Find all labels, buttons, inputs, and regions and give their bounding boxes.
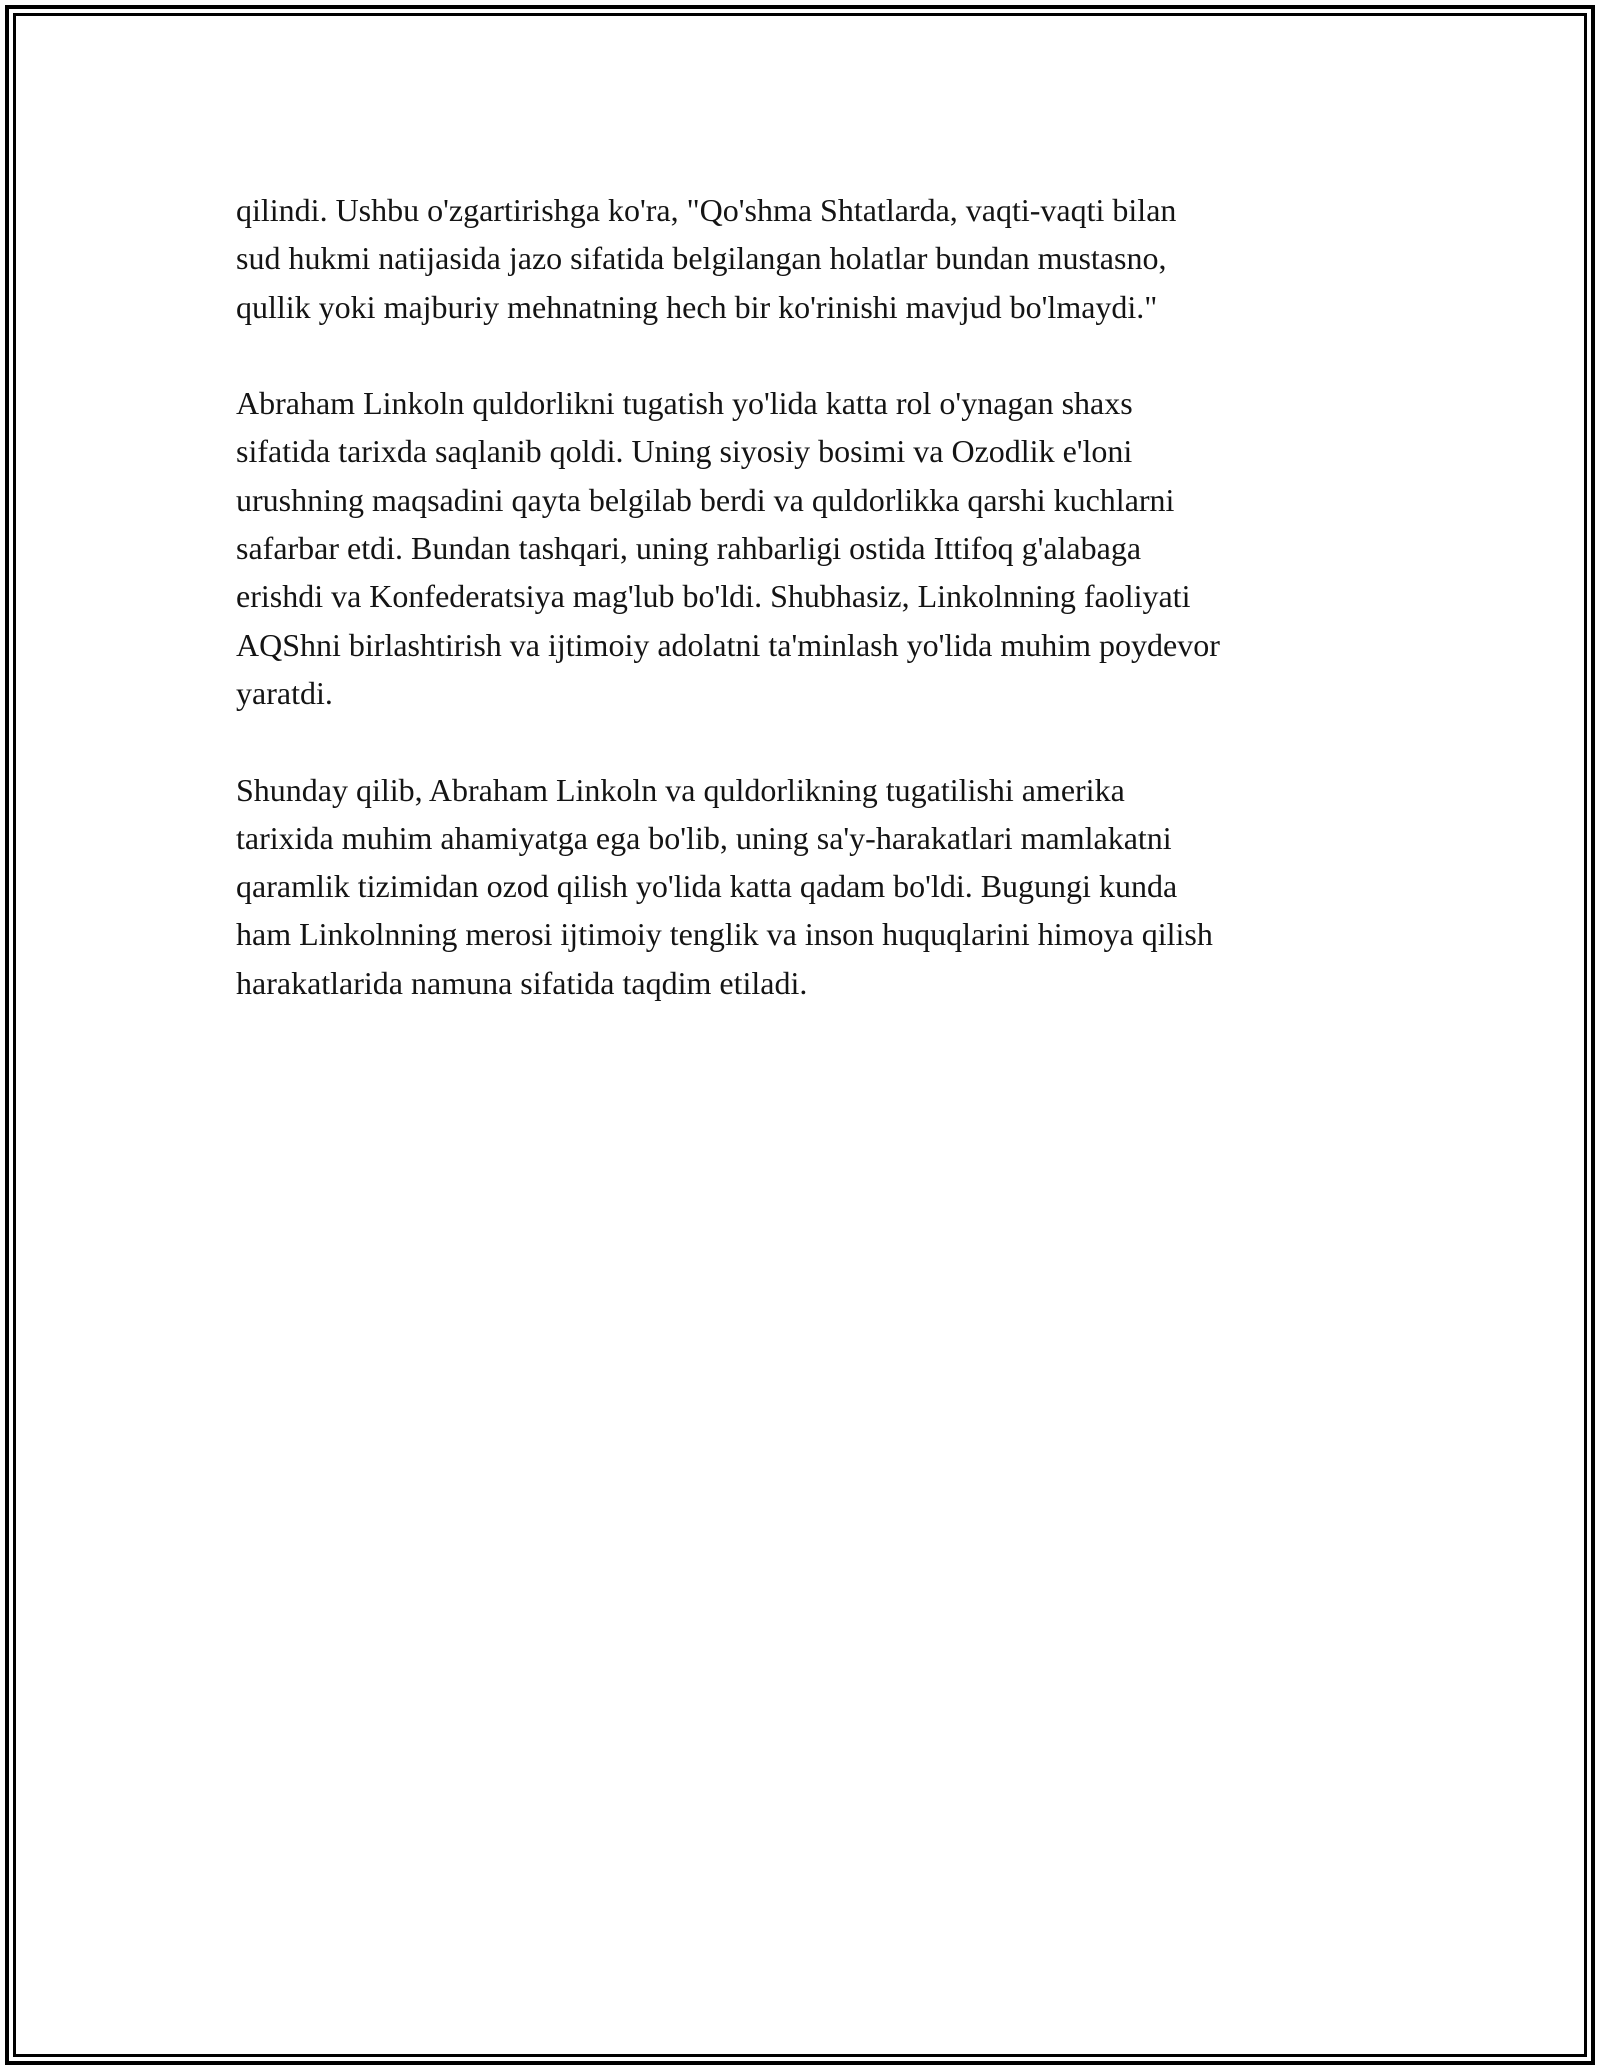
- paragraph: [236, 766, 1386, 1007]
- text-line: sifatida tarixda saqlanib qoldi. Uning siyosiy bosimi va Ozodlik e'loni: [236, 433, 1133, 470]
- document-body: [236, 186, 1386, 1055]
- paragraph: [236, 379, 1386, 717]
- text-line: erishdi va Konfederatsiya mag'lub bo'ldi. Shubhasiz, Linkolnning faoliyati: [236, 578, 1191, 615]
- text-line: Abraham Linkoln quldorlikni tugatish yo'lida katta rol o'ynagan shaxs: [236, 385, 1133, 422]
- text-line: Shunday qilib, Abraham Linkoln va quldorlikning tugatilishi amerika: [236, 771, 1125, 808]
- text-line: AQShni birlashtirish va ijtimoiy adolatni ta'minlash yo'lida muhim poydevor: [236, 626, 1220, 663]
- text-line: harakatlarida namuna sifatida taqdim etiladi.: [236, 964, 808, 1001]
- text-line: sud hukmi natijasida jazo sifatida belgilangan holatlar bundan mustasno,: [236, 240, 1167, 277]
- text-line: urushning maqsadini qayta belgilab berdi va quldorlikka qarshi kuchlarni: [236, 481, 1175, 518]
- text-line: yaratdi.: [236, 674, 333, 711]
- text-line: qaramlik tizimidan ozod qilish yo'lida katta qadam bo'ldi. Bugungi kunda: [236, 868, 1178, 905]
- text-line: ham Linkolnning merosi ijtimoiy tenglik va inson huquqlarini himoya qilish: [236, 916, 1213, 953]
- text-line: qullik yoki majburiy mehnatning hech bir ko'rinishi mavjud bo'lmaydi.": [236, 288, 1158, 325]
- paragraph: [236, 186, 1386, 331]
- text-line: tarixida muhim ahamiyatga ega bo'lib, uning sa'y-harakatlari mamlakatni: [236, 819, 1172, 856]
- text-line: qilindi. Ushbu o'zgartirishga ko'ra, "Qo'shma Shtatlarda, vaqti-vaqti bilan: [236, 192, 1177, 228]
- text-line: safarbar etdi. Bundan tashqari, uning rahbarligi ostida Ittifoq g'alabaga: [236, 530, 1142, 567]
